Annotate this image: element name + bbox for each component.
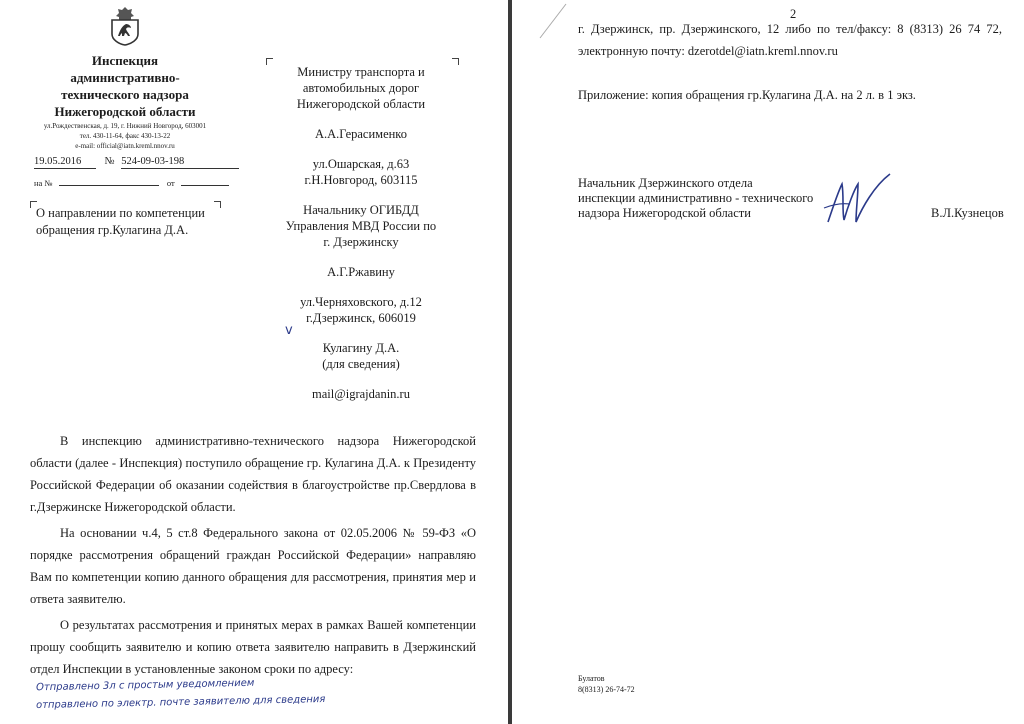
- registration-line: [34, 156, 239, 169]
- organization-name: Инспекция административно- технического надзора Нижегородской области: [54, 53, 196, 119]
- pen-stroke-mark: [536, 2, 576, 42]
- handwritten-signature: [818, 170, 898, 230]
- recipients-block: Министру транспорта и автомобильных дорог Нижегородской области А.А.Герасименко ул.Ошарская, д.63 г.Н.Новгород, 603115 Начальнику ОГИБДД Управления МВД России по г. Дзержинску А.Г.Ржавину ул.Черняховского, д.12 г.Дзержинск, 606019 Кулагину Д.А. (для сведения) mail@igrajdanin.ru: [272, 64, 450, 402]
- letter-body: [30, 430, 476, 684]
- recipient-name: А.А.Герасименко: [315, 127, 407, 141]
- body-paragraph: О результатах рассмотрения и принятых мерах в рамках Вашей компетенции прошу сообщить заявителю и копию ответа заявителю направить в Дзержинский отдел Инспекции в установленные законом сроки по адресу:: [30, 618, 476, 676]
- body-paragraph: На основании ч.4, 5 ст.8 Федерального закона от 02.05.2006 № 59-ФЗ «О порядке рассмотрения обращений граждан Российской Федерации» направляю Вам по компетенции копию данного обращения для рассмотрения, принятия мер и ответа заявителю.: [30, 526, 476, 606]
- letter-page-1: [0, 0, 508, 724]
- coat-of-arms-emblem: [108, 6, 142, 46]
- reply-reference-line: на № от: [34, 178, 229, 188]
- handwritten-checkmark: v: [285, 323, 293, 338]
- recipient-email: mail@igrajdanin.ru: [312, 387, 410, 401]
- registration-number: 524-09-03-198: [121, 156, 239, 169]
- page-number: 2: [790, 7, 797, 21]
- letter-subject: О направлении по компетенции обращения гр.Кулагина Д.А.: [36, 206, 205, 237]
- attachment-line: Приложение: копия обращения гр.Кулагина Д.А. на 2 л. в 1 экз.: [578, 88, 916, 102]
- organization-address: ул.Рождественская, д. 19, г. Нижний Новгород, 603001 тел. 430-11-64, факс 430-13-22 e-mail: official@iatn.kreml.nnov.ru: [43, 122, 207, 150]
- letter-page-2: [512, 0, 1024, 724]
- registration-date: 19.05.2016: [34, 156, 96, 169]
- registration-number-label: №: [104, 156, 115, 167]
- signer-title: Начальник Дзержинского отдела инспекции административно - технического надзора Нижегородской области: [578, 176, 814, 220]
- subject-corner-mark: [214, 201, 221, 208]
- body-paragraph: В инспекцию административно-технического надзора Нижегородской области (далее - Инспекция) поступило обращение гр. Кулагина Д.А. к Президенту Российской Федерации об оказании содействия в благоустройстве пр.Свердлова в г.Дзержинске Нижегородской области.: [30, 434, 476, 514]
- recipient-name: А.Г.Ржавину: [327, 265, 395, 279]
- executor-block: Булатов 8(8313) 26-74-72: [578, 674, 635, 694]
- address-line: г. Дзержинск, пр. Дзержинского, 12 либо по тел/факсу: 8 (8313) 26 74 72,: [578, 22, 1003, 36]
- email-line: электронную почту: dzerotdel@iatn.kreml.nnov.ru: [578, 44, 838, 58]
- handwritten-note: Отправлено 3л с простым уведомлением: [35, 677, 255, 694]
- address-corner-mark: [452, 58, 459, 65]
- signer-name: В.Л.Кузнецов: [931, 206, 1004, 220]
- handwritten-note: отправлено по электр. почте заявителю для сведения: [35, 693, 326, 712]
